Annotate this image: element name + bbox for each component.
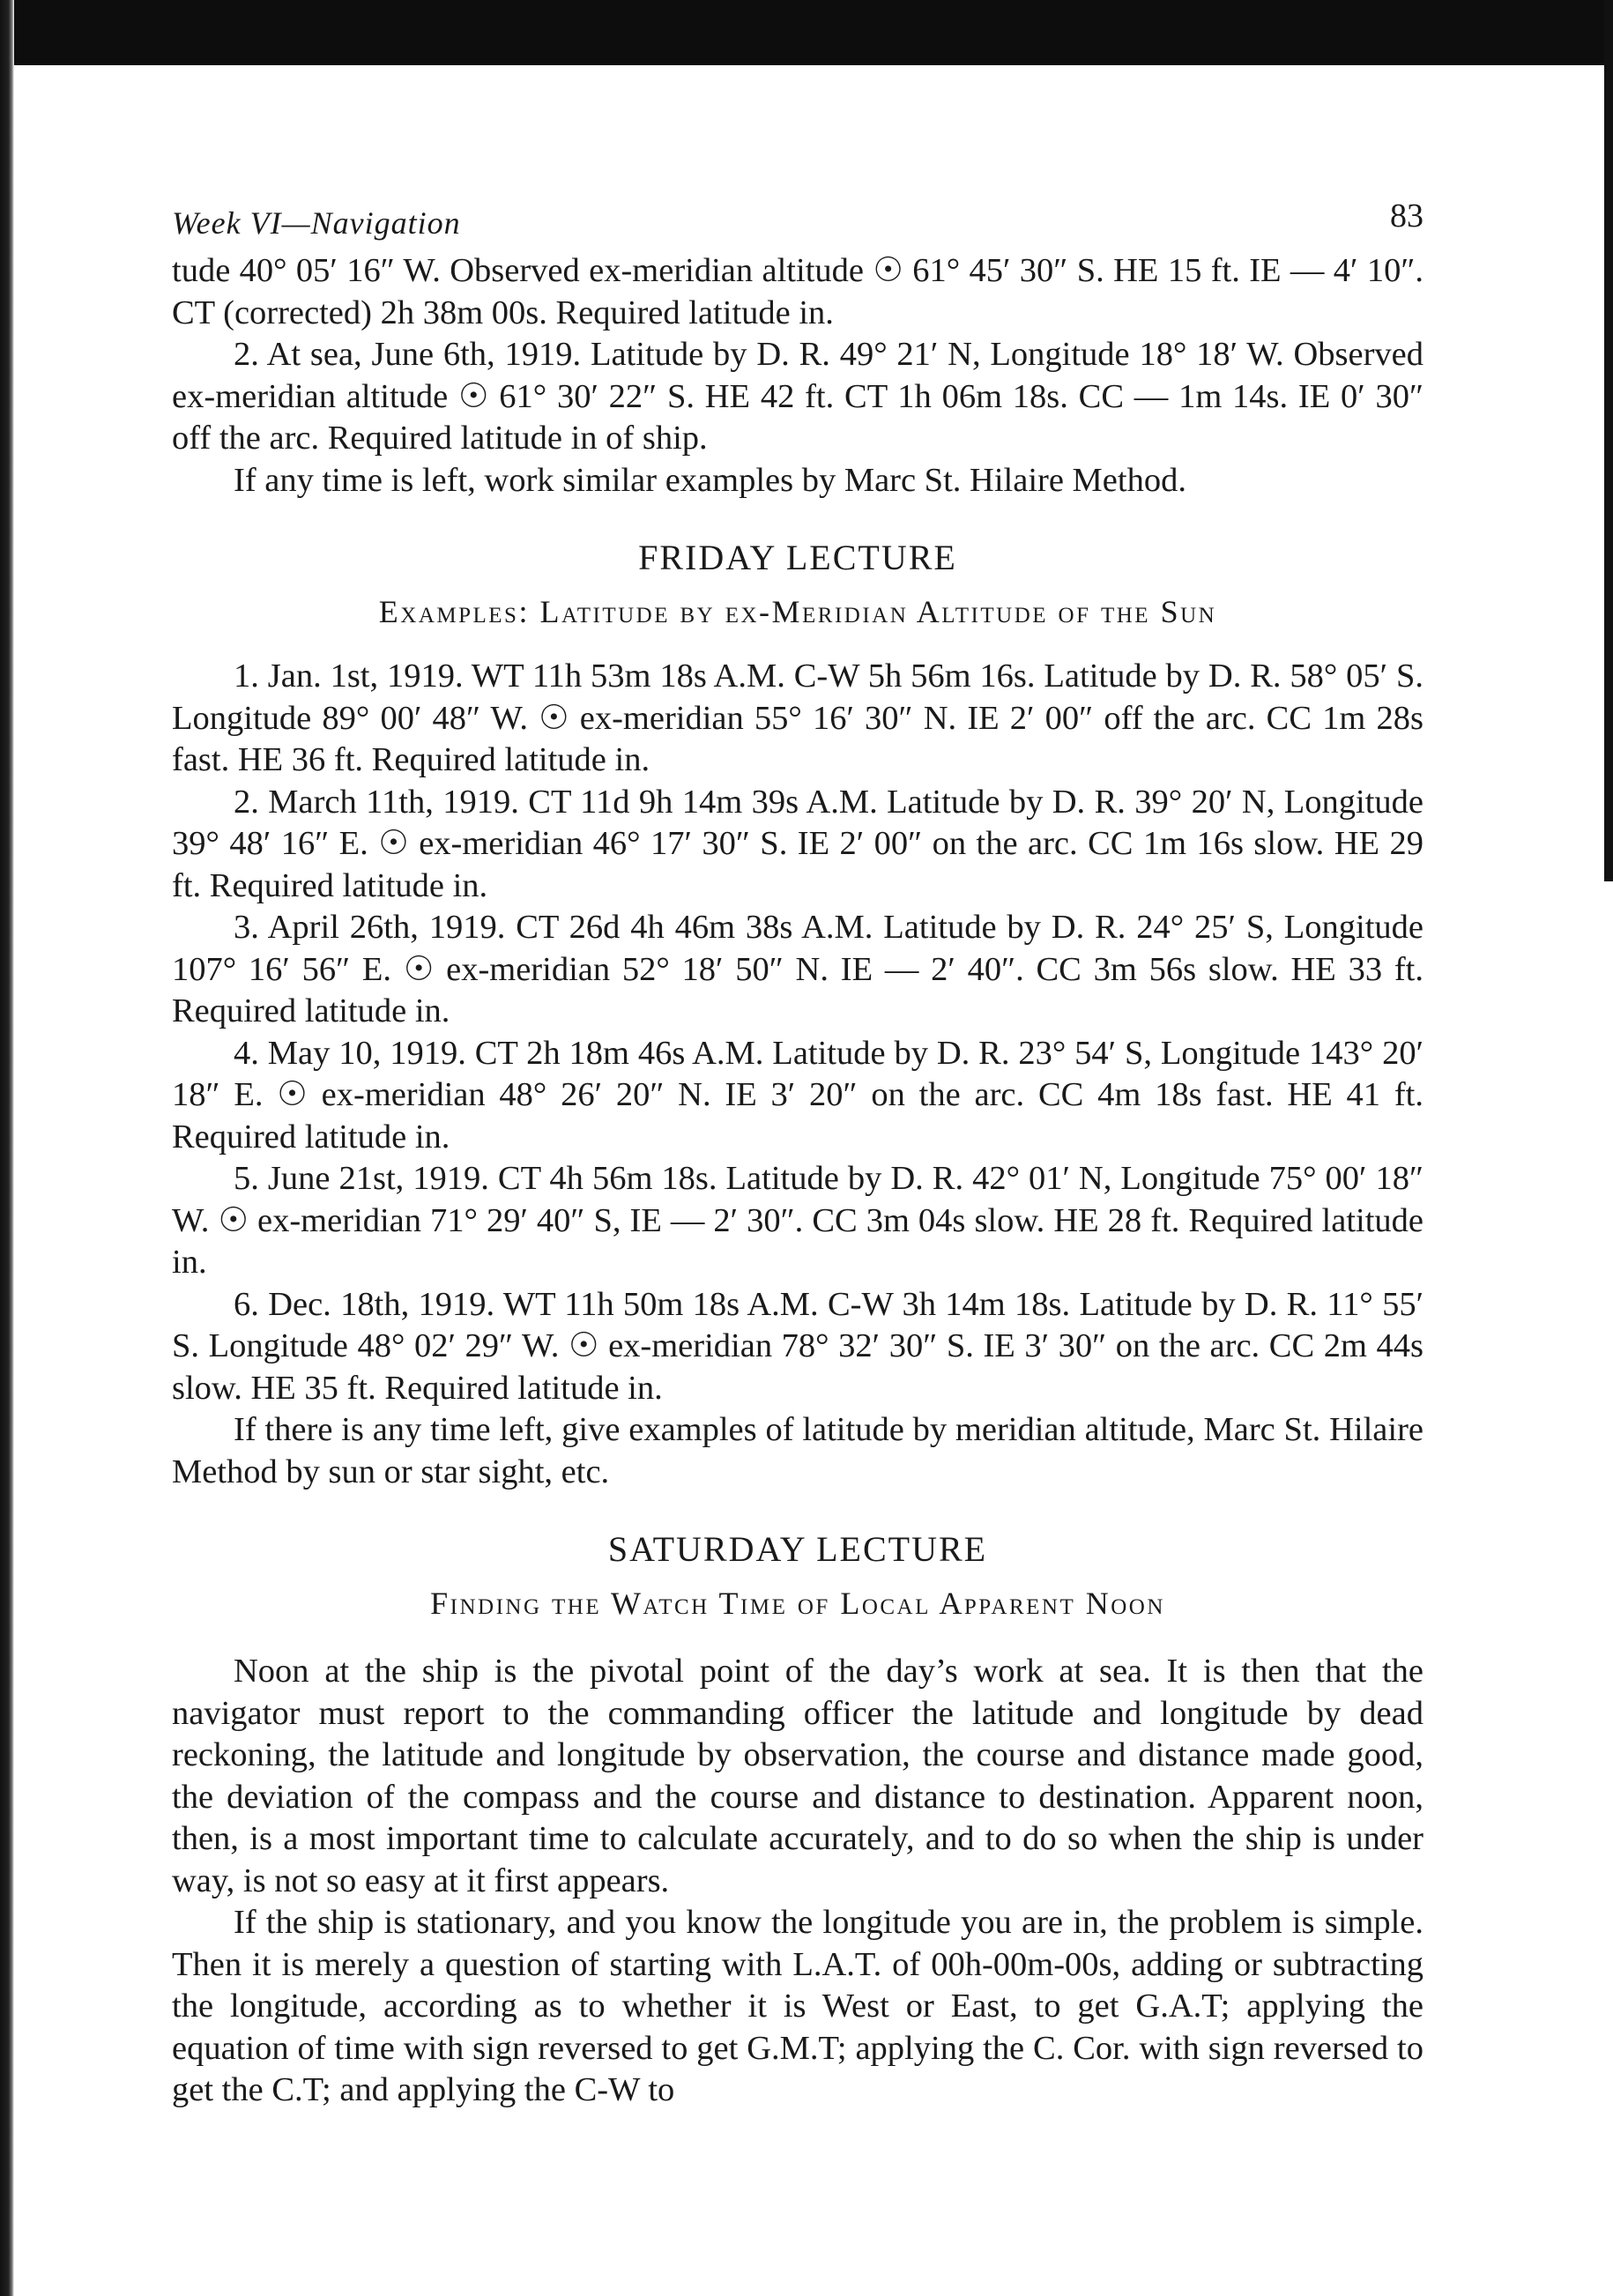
scan-border-right xyxy=(1604,0,1613,881)
friday-lecture-heading: FRIDAY LECTURE xyxy=(638,538,957,577)
running-head-title: Week VI—Navigation xyxy=(172,205,461,241)
book-page xyxy=(172,196,1423,2112)
saturday-lecture-subheading: Finding the Watch Time of Local Apparent Noon xyxy=(430,1585,1165,1621)
intro-paragraph: tude 40° 05′ 16″ W. Observed ex-meridian altitude ☉ 61° 45′ 30″ S. HE 15 ft. IE — 4′ 10″. CT (corrected) 2h 38m 00s. Required latitude in. xyxy=(172,252,1423,331)
example-item: 3. April 26th, 1919. CT 26d 4h 46m 38s A.M. Latitude by D. R. 24° 25′ S, Longitude 107° 16′ 56″ E. ☉ ex-meridian 52° 18′ 50″ N. IE — 2′ 40″. CC 3m 56s slow. HE 33 ft. Required latitude in. xyxy=(172,909,1423,1029)
example-item: 4. May 10, 1919. CT 2h 18m 46s A.M. Latitude by D. R. 23° 54′ S, Longitude 143° 20′ 18″ E. ☉ ex-meridian 48° 26′ 20″ N. IE 3′ 20″ on the arc. CC 4m 18s fast. HE 41 ft. Required latitude in. xyxy=(172,1034,1423,1155)
body-paragraph: Noon at the ship is the pivotal point of the day’s work at sea. It is then that the navigator must report to the commanding officer the latitude and longitude by dead reckoning, the latitude and longitude by observation, the course and distance made good, the deviation of the compass and the course and distance to destination. Apparent noon, then, is a most important time to calculate accurately, and to do so when the ship is under way, is not so easy at it first appears. xyxy=(172,1653,1423,1899)
friday-closing-paragraph: If there is any time left, give examples of latitude by meridian altitude, Marc St. Hilaire Method by sun or star sight, etc. xyxy=(172,1411,1423,1490)
scan-border-top-edge xyxy=(0,60,1604,65)
body-paragraph: If the ship is stationary, and you know the longitude you are in, the problem is simple. Then it is merely a question of starting with L.A.T. of 00h-00m-00s, adding or subtracting the longitude, according as to whether it is West or East, to get G.A.T; applying the equation of time with sign reversed to get G.M.T; applying the C. Cor. with sign reversed to get the C.T; and applying the C-W to xyxy=(172,1904,1423,2108)
scan-border-top xyxy=(0,0,1613,60)
friday-lecture-subheading: Examples: Latitude by ex-Meridian Altitude of the Sun xyxy=(378,593,1217,629)
example-item: 1. Jan. 1st, 1919. WT 11h 53m 18s A.M. C-W 5h 56m 16s. Latitude by D. R. 58° 05′ S. Longitude 89° 00′ 48″ W. ☉ ex-meridian 55° 16′ 30″ N. IE 2′ 00″ off the arc. CC 1m 28s fast. HE 36 ft. Required latitude in. xyxy=(172,658,1423,778)
intro-paragraph: If any time is left, work similar examples by Marc St. Hilaire Method. xyxy=(234,461,1186,499)
example-item: 5. June 21st, 1919. CT 4h 56m 18s. Latitude by D. R. 42° 01′ N, Longitude 75° 00′ 18″ W. ☉ ex-meridian 71° 29′ 40″ S, IE — 2′ 30″. CC 3m 04s slow. HE 28 ft. Required latitude in. xyxy=(172,1160,1423,1281)
intro-paragraph: 2. At sea, June 6th, 1919. Latitude by D. R. 49° 21′ N, Longitude 18° 18′ W. Observed ex-meridian altitude ☉ 61° 30′ 22″ S. HE 42 ft. CT 1h 06m 18s. CC — 1m 14s. IE 0′ 30″ off the arc. Required latitude in of ship. xyxy=(172,336,1423,457)
scan-border-left xyxy=(0,0,14,2296)
example-item: 6. Dec. 18th, 1919. WT 11h 50m 18s A.M. C-W 3h 14m 18s. Latitude by D. R. 11° 55′ S. Longitude 48° 02′ 29″ W. ☉ ex-meridian 78° 32′ 30″ S. IE 3′ 30″ on the arc. CC 2m 44s slow. HE 35 ft. Required latitude in. xyxy=(172,1285,1423,1407)
running-head xyxy=(172,196,1423,249)
example-item: 2. March 11th, 1919. CT 11d 9h 14m 39s A.M. Latitude by D. R. 39° 20′ N, Longitude 39° 48′ 16″ E. ☉ ex-meridian 46° 17′ 30″ S. IE 2′ 00″ on the arc. CC 1m 16s slow. HE 29 ft. Required latitude in. xyxy=(172,783,1423,904)
saturday-lecture-heading: SATURDAY LECTURE xyxy=(607,1529,988,1569)
page-number: 83 xyxy=(1390,197,1423,234)
